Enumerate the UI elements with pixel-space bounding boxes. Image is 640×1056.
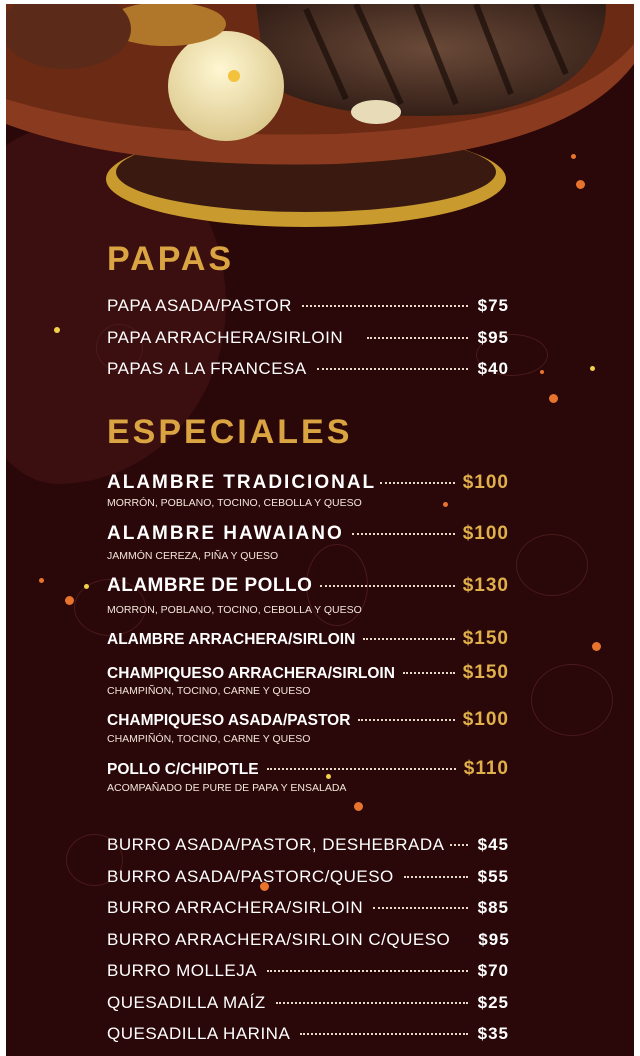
item-name: PAPAS A LA FRANCESA bbox=[107, 359, 307, 378]
item-name: CHAMPIQUESO ARRACHERA/SIRLOIN bbox=[107, 665, 395, 682]
item-name: BURRO ASADA/PASTOR, DESHEBRADA bbox=[107, 835, 445, 854]
decorative-dot bbox=[443, 502, 448, 507]
item-price: $85 bbox=[477, 898, 509, 917]
dot-leader bbox=[404, 876, 468, 878]
menu-item bbox=[107, 758, 509, 780]
item-price: $40 bbox=[477, 359, 509, 378]
item-description: CHAMPIÑON, TOCINO, CARNE Y QUESO bbox=[107, 685, 311, 697]
item-price: $150 bbox=[462, 662, 509, 683]
menu-item bbox=[107, 835, 509, 857]
item-price: $75 bbox=[477, 296, 509, 315]
dot-leader bbox=[320, 585, 454, 587]
item-price: $130 bbox=[462, 575, 509, 596]
item-description: CHAMPIÑÓN, TOCINO, CARNE Y QUESO bbox=[107, 733, 311, 745]
dot-leader bbox=[317, 368, 468, 370]
menu-item bbox=[107, 898, 509, 920]
decorative-dot bbox=[54, 327, 60, 333]
menu-item bbox=[107, 328, 509, 350]
menu-item bbox=[107, 709, 509, 731]
section-title-papas: PAPAS bbox=[107, 240, 235, 278]
item-price: $110 bbox=[463, 758, 509, 779]
menu-item bbox=[107, 359, 509, 381]
decorative-dot bbox=[590, 366, 595, 371]
item-name: QUESADILLA MAÍZ bbox=[107, 993, 266, 1012]
item-price: $100 bbox=[462, 472, 509, 493]
item-price: $70 bbox=[477, 961, 509, 980]
decorative-dot bbox=[571, 154, 576, 159]
dish-photo bbox=[6, 4, 634, 234]
decorative-dot bbox=[576, 180, 585, 189]
decorative-doodle bbox=[531, 664, 613, 736]
decorative-dot bbox=[39, 578, 44, 583]
item-name: ALAMBRE DE POLLO bbox=[107, 575, 313, 596]
decorative-dot bbox=[354, 802, 363, 811]
item-name: ALAMBRE HAWAIANO bbox=[107, 523, 344, 544]
dot-leader bbox=[373, 907, 467, 909]
item-price: $95 bbox=[478, 930, 510, 949]
item-price: $45 bbox=[477, 835, 509, 854]
item-price: $100 bbox=[462, 709, 509, 730]
item-description: ACOMPAÑADO DE PURE DE PAPA Y ENSALADA bbox=[107, 782, 347, 794]
dot-leader bbox=[363, 638, 454, 640]
decorative-dot bbox=[84, 584, 89, 589]
dot-leader bbox=[380, 482, 455, 484]
dot-leader bbox=[267, 768, 456, 770]
menu-item bbox=[107, 523, 509, 545]
menu-item bbox=[107, 867, 509, 889]
decorative-dot bbox=[65, 596, 74, 605]
section-title-especiales: ESPECIALES bbox=[107, 413, 353, 451]
item-price: $35 bbox=[477, 1024, 509, 1043]
menu-item bbox=[107, 993, 509, 1015]
decorative-doodle bbox=[516, 534, 588, 596]
dot-leader bbox=[276, 1002, 468, 1004]
menu-item bbox=[107, 961, 509, 983]
decorative-dot bbox=[592, 642, 601, 651]
item-price: $55 bbox=[477, 867, 509, 886]
item-name: POLLO C/CHIPOTLE bbox=[107, 761, 259, 778]
item-price: $25 bbox=[477, 993, 509, 1012]
item-name: BURRO MOLLEJA bbox=[107, 961, 258, 980]
item-name: BURRO ASADA/PASTORC/QUESO bbox=[107, 867, 394, 886]
item-name: BURRO ARRACHERA/SIRLOIN C/QUESO bbox=[107, 930, 451, 949]
item-description: MORRÓN, POBLANO, TOCINO, CEBOLLA Y QUESO bbox=[107, 497, 362, 509]
item-name: PAPA ARRACHERA/SIRLOIN bbox=[107, 328, 344, 347]
dot-leader bbox=[352, 533, 455, 535]
item-price: $100 bbox=[462, 523, 509, 544]
menu-item bbox=[107, 628, 509, 650]
item-name: CHAMPIQUESO ASADA/PASTOR bbox=[107, 712, 351, 729]
dot-leader bbox=[367, 337, 467, 339]
item-name: ALAMBRE ARRACHERA/SIRLOIN bbox=[107, 631, 356, 648]
menu-item bbox=[107, 930, 509, 952]
item-name: QUESADILLA HARINA bbox=[107, 1024, 291, 1043]
menu-item bbox=[107, 1024, 509, 1046]
item-price: $150 bbox=[462, 628, 509, 649]
decorative-dot bbox=[549, 394, 558, 403]
menu-item bbox=[107, 575, 509, 597]
item-description: JAMMÓN CEREZA, PIÑA Y QUESO bbox=[107, 550, 279, 562]
item-name: BURRO ARRACHERA/SIRLOIN bbox=[107, 898, 364, 917]
dot-leader bbox=[403, 672, 455, 674]
dot-leader bbox=[302, 305, 468, 307]
item-price: $95 bbox=[477, 328, 509, 347]
menu-item bbox=[107, 472, 509, 494]
decorative-dot bbox=[540, 370, 544, 374]
item-description: MORRON, POBLANO, TOCINO, CEBOLLA Y QUESO bbox=[107, 604, 362, 616]
dot-leader bbox=[267, 970, 468, 972]
item-name: ALAMBRE TRADICIONAL bbox=[107, 472, 377, 493]
dot-leader bbox=[450, 844, 467, 846]
item-name: PAPA ASADA/PASTOR bbox=[107, 296, 292, 315]
menu-item bbox=[107, 296, 509, 318]
dot-leader bbox=[358, 719, 454, 721]
dot-leader bbox=[300, 1033, 467, 1035]
menu-item bbox=[107, 662, 509, 684]
